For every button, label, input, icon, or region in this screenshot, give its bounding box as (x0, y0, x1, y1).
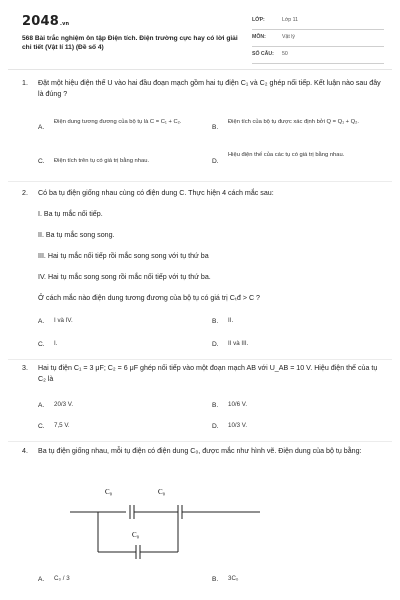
option-letter-d[interactable]: D. (212, 158, 219, 165)
option-text-b[interactable]: 3C₀ (228, 575, 239, 582)
capacitor-label: C₀ (132, 531, 140, 539)
option-text-b[interactable]: II. (228, 317, 234, 324)
statement-line: II. Ba tụ mắc song song. (38, 231, 115, 239)
option-text-a[interactable]: 20/3 V. (54, 401, 74, 408)
header-divider (8, 69, 392, 70)
question-4 (22, 446, 382, 596)
option-letter-a[interactable]: A. (38, 576, 45, 583)
option-letter-a[interactable]: A. (38, 318, 45, 325)
document-meta (252, 16, 384, 67)
question-2 (22, 188, 382, 358)
question-number: 4. (22, 447, 28, 455)
option-letter-a[interactable]: A. (38, 402, 45, 409)
option-text-a[interactable]: I và IV. (54, 317, 73, 324)
option-letter-c[interactable]: C. (38, 158, 45, 165)
capacitor-label: C₀ (158, 488, 166, 496)
meta-label: SỐ CÂU: (252, 51, 274, 57)
question-text: Hai tụ điện C₁ = 3 μF; C₂ = 6 μF ghép nối tiếp vào một đoạn mạch AB với U_AB = 10 V. Hiệu điện thế của tụ C₂ là (38, 364, 378, 383)
option-letter-b[interactable]: B. (212, 402, 219, 409)
meta-value: Vật lý (282, 34, 295, 40)
option-letter-b[interactable]: B. (212, 318, 219, 325)
statement-line: Ở cách mắc nào điện dung tương đương của bộ tụ có giá trị Cₜđ > C ? (38, 294, 260, 302)
meta-class (252, 16, 384, 30)
question-divider (8, 441, 392, 442)
capacitor-circuit-diagram (60, 480, 280, 570)
question-divider (8, 359, 392, 360)
option-letter-b[interactable]: B. (212, 576, 219, 583)
question-number: 1. (22, 79, 28, 87)
meta-value: Lớp 11 (282, 17, 298, 23)
document-title: 568 Bài trắc nghiệm ôn tập Điện tích. Điện trường cực hay có lời giải chi tiết (Vật lí 11) (Đề số 4) (22, 35, 238, 51)
option-text-a[interactable]: C₀ / 3 (54, 575, 70, 582)
option-letter-c[interactable]: C. (38, 341, 45, 348)
option-letter-d[interactable]: D. (212, 423, 219, 430)
option-text-d[interactable]: II và III. (228, 340, 249, 347)
statement-line: IV. Hai tụ mắc song song rồi mắc nối tiếp với tụ thứ ba. (38, 273, 211, 281)
option-text-b[interactable]: 10/6 V. (228, 401, 248, 408)
logo-suffix: .vn (59, 21, 70, 27)
question-number: 2. (22, 189, 28, 197)
option-text-b[interactable]: Điện tích của bộ tụ được xác định bởi Q = Q₁ + Q₂. (228, 119, 360, 125)
capacitor-label: C₀ (105, 488, 113, 496)
question-1 (22, 78, 382, 178)
option-letter-c[interactable]: C. (38, 423, 45, 430)
option-text-d[interactable]: 10/3 V. (228, 422, 248, 429)
option-letter-b[interactable]: B. (212, 124, 219, 131)
statement-line: I. Ba tụ mắc nối tiếp. (38, 210, 103, 218)
statement-line: III. Hai tụ mắc nối tiếp rồi mắc song song với tụ thứ ba (38, 252, 209, 260)
option-text-c[interactable]: 7,5 V. (54, 422, 70, 429)
option-letter-a[interactable]: A. (38, 124, 45, 131)
question-text: Đặt một hiệu điện thế U vào hai đầu đoạn mạch gồm hai tụ điện C₁ và C₂ ghép nối tiếp. Kết luận nào sau đây là đúng ? (38, 79, 381, 98)
meta-subject (252, 33, 384, 47)
question-text: Có ba tụ điện giống nhau cùng có điện dung C. Thực hiện 4 cách mắc sau: (38, 189, 274, 197)
question-text: Ba tụ điện giống nhau, mỗi tụ điện có điện dung C₀, được mắc như hình vẽ. Điện dung của bộ tụ bằng: (38, 447, 362, 455)
question-number: 3. (22, 364, 28, 372)
site-logo[interactable] (22, 14, 69, 29)
meta-label: LỚP: (252, 17, 265, 23)
meta-value: 50 (282, 51, 288, 57)
document-header (22, 10, 382, 60)
question-3 (22, 363, 382, 438)
meta-label: MÔN: (252, 34, 266, 40)
option-text-c[interactable]: I. (54, 340, 58, 347)
option-text-d[interactable]: Hiệu điện thế của các tụ có giá trị bằng nhau. (228, 152, 345, 158)
meta-question-count (252, 50, 384, 64)
question-divider (8, 181, 392, 182)
option-letter-d[interactable]: D. (212, 341, 219, 348)
logo-main: 2048 (22, 14, 59, 29)
option-text-a[interactable]: Điện dung tương đương của bộ tụ là C = C₁ + C₂. (54, 119, 182, 125)
option-text-c[interactable]: Điện tích trên tụ có giá trị bằng nhau. (54, 158, 150, 164)
